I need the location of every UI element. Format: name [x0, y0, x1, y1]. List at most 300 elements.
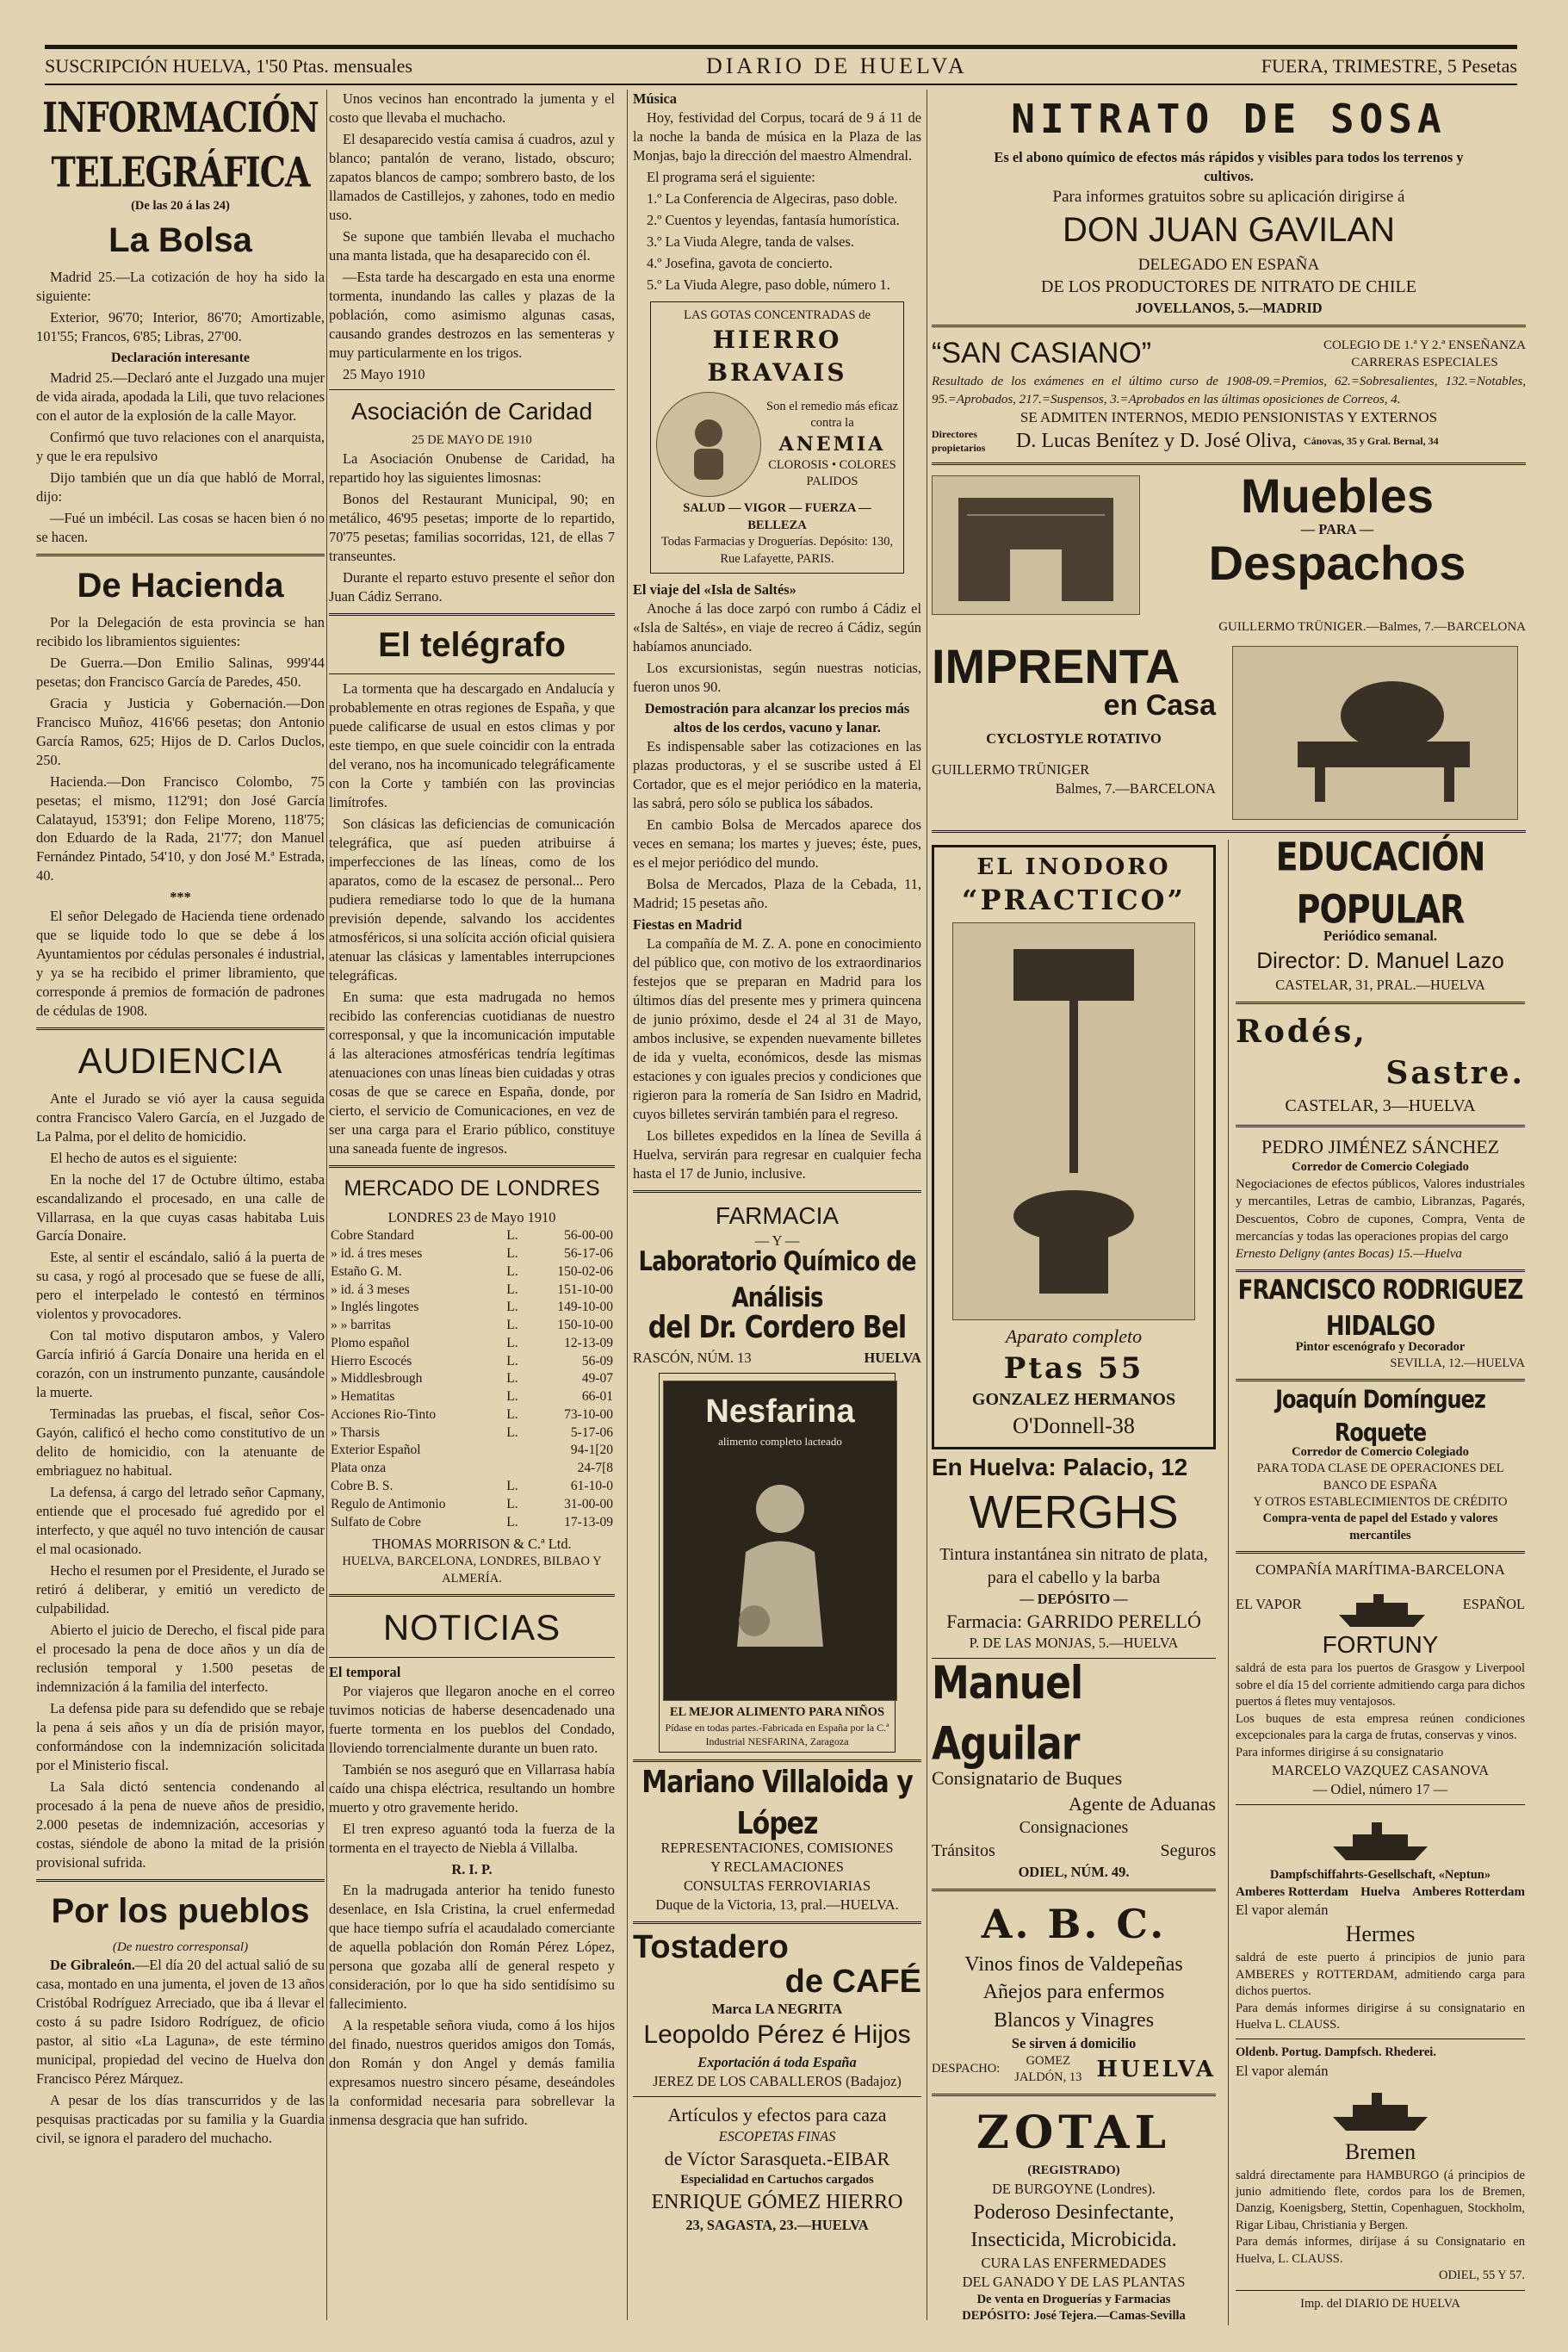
- market-row: [329, 1370, 615, 1388]
- ad-text: El vapor alemán: [1236, 1902, 1329, 1919]
- article-paragraph: Con tal motivo disputaron ambos, y Valero García infirió á García Donaire una herida en el corazón, con un instrumento punzante, causándole la muerte.: [36, 1327, 325, 1401]
- market-cell-cur: L.: [506, 1353, 518, 1368]
- market-cell-name: Sulfato de Cobre: [331, 1514, 422, 1530]
- ad-text: El vapor alemán: [1236, 2062, 1329, 2079]
- ad-text: COLEGIO DE 1.ª Y 2.ª ENSEÑANZA: [1323, 338, 1526, 352]
- market-row: [329, 1442, 615, 1460]
- ad-text: Directores propietarios: [932, 428, 986, 455]
- ad-text: REPRESENTACIONES, COMISIONES: [660, 1839, 894, 1856]
- ad-text: ODIEL, NÚM. 49.: [1018, 1863, 1130, 1880]
- article-paragraph: Los billetes expedidos en la línea de Sevilla á Huelva, servirán para regresar en cualquier fecha hasta el 17 de Junio, inclusive.: [633, 1126, 921, 1182]
- ad-text: DESPACHO:: [932, 2062, 1001, 2076]
- divider: [1236, 1002, 1525, 1004]
- market-cell-cur: [505, 1442, 527, 1460]
- ad-text: CURA LAS ENFERMEDADES: [981, 2254, 1167, 2271]
- ad-text: EL VAPOR: [1236, 1595, 1302, 1612]
- market-cell-cur: L.: [506, 1406, 518, 1422]
- ad-text: Es el abono químico de efectos más rápidos y visibles para todos los terrenos y cultivos.: [994, 148, 1464, 184]
- article-title-hacienda: De Hacienda: [77, 567, 284, 605]
- market-cell-cur: L.: [506, 1228, 518, 1244]
- divider: [329, 1657, 615, 1658]
- ad-title: FARMACIA: [715, 1201, 840, 1229]
- article-title-telegrafo: El telégrafo: [378, 625, 566, 664]
- ad-title: IMPRENTA: [932, 638, 1181, 693]
- ad-text: SALUD — VIGOR — FUERZA — BELLEZA: [683, 501, 871, 532]
- program-item: 1.º La Conferencia de Algeciras, paso doble.: [647, 189, 898, 207]
- ad-text: CYCLOSTYLE ROTATIVO: [986, 730, 1162, 748]
- ad-text: Resultado de los exámenes en el último curso de 1908-09.=Premios, 62.=Sobresalientes, 132.=Notables, 95.=Aprobados, 217.=Suspensos, 3.=Aprobados en las últimas oposiciones de Correos, 4.: [932, 375, 1526, 406]
- market-cell-val: 61-10-0: [570, 1478, 613, 1493]
- ad-title: FRANCISCO RODRIGUEZ HIDALGO: [1237, 1275, 1523, 1343]
- ad-figure: [694, 1449, 866, 1681]
- column-4-ads: [932, 90, 1526, 2329]
- article-date: 25 Mayo 1910: [343, 365, 425, 382]
- ad-text: GUILLERMO TRÜNIGER: [932, 761, 1090, 779]
- ad-text: Y RECLAMACIONES: [710, 1858, 844, 1875]
- ad-text: alimento completo lacteado: [718, 1434, 842, 1448]
- ad-zotal: [932, 2103, 1216, 2325]
- ad-text: saldrá de esta para los puertos de Grasgow y Liverpool sobre el día 15 del corriente admitiendo carga para dichos puertos á fletes muy ventajosos.: [1236, 1661, 1525, 1710]
- market-cell-val: 151-10-00: [557, 1281, 613, 1297]
- ad-text: DE LOS PRODUCTORES DE NITRATO DE CHILE: [1041, 277, 1416, 297]
- article-paragraph: De Guerra.—Don Emilio Salinas, 999'44 pesetas; don Francisco García de Paredes, 450.: [36, 654, 325, 690]
- ad-tostadero: [633, 1928, 921, 2091]
- divider: [932, 2094, 1216, 2096]
- imprint: Imp. del DIARIO DE HUELVA: [1300, 2296, 1460, 2311]
- ad-title: Muebles: [1240, 468, 1435, 523]
- market-cell-val: 5-17-06: [570, 1424, 613, 1440]
- ad-text: P. DE LAS MONJAS, 5.—HUELVA: [969, 1635, 1179, 1652]
- article-paragraph: A pesar de los días transcurridos y de las pesquisas practicadas por su familia y la Guardia civil, se ignora el paradero del muchacho.: [36, 2091, 325, 2146]
- market-row: [329, 1299, 615, 1317]
- news-title-musica: Música: [633, 90, 677, 107]
- market-row: [329, 1424, 615, 1443]
- ad-text: ESPAÑOL: [1462, 1595, 1525, 1612]
- ad-text: DEPÓSITO: José Tejera.—Camas-Sevilla: [962, 2309, 1186, 2324]
- ad-title: en Casa: [1103, 688, 1216, 722]
- ad-title: Manuel Aguilar: [932, 1656, 1083, 1771]
- ad-text: Tintura instantánea sin nitrato de plata, para el cabello y la barba: [939, 1545, 1208, 1587]
- ad-name: DON JUAN GAVILAN: [1063, 211, 1395, 250]
- ad-address: ODIEL, 55 Y 57.: [1438, 2268, 1525, 2283]
- divider: [329, 389, 615, 390]
- ad-title: Oldenb. Portug. Dampfsch. Rhederei.: [1236, 2045, 1436, 2060]
- ad-text: Amberes Rotterdam: [1236, 1885, 1348, 1900]
- ad-title: EDUCACIÓN POPULAR: [1275, 834, 1485, 932]
- market-row: [329, 1388, 615, 1406]
- market-cell-val: 12-13-09: [564, 1335, 613, 1350]
- market-cell-name: » Middlesbrough: [331, 1371, 423, 1387]
- market-cell-val: 150-10-00: [557, 1318, 613, 1333]
- ad-title: EL INODORO: [976, 853, 1171, 880]
- ad-title: Rodés,: [1236, 1014, 1367, 1051]
- article-paragraph: La compañía de M. Z. A. pone en conocimiento del público que, con motivo de los extraordinarios festejos que se preparan en Madrid para los últimos días del presente mes y primera quincena de junio próximo, desde el 24 al 31 de Mayo, ambos inclusive, se expenden nuevamente billetes de ida y vuelta, económicos, desde las mismas estaciones y con iguales precios y condiciones que rigieron para la romería de San Isidro en Madrid, cuyos billetes servirán también para el regreso.: [633, 934, 921, 1122]
- ad-address: O'Donnell-38: [1013, 1413, 1135, 1439]
- divider: [633, 1190, 921, 1193]
- section-title-noticias: NOTICIAS: [382, 1607, 561, 1648]
- market-cell-val: 150-02-06: [557, 1263, 613, 1279]
- column-rule: [326, 90, 327, 2320]
- program-item: 3.º La Viuda Alegre, tanda de valses.: [647, 233, 854, 250]
- market-cell-val: 24-7[8: [577, 1461, 613, 1476]
- ad-title: “PRACTICO”: [962, 884, 1186, 917]
- ad-text: DE BURGOYNE (Londres).: [992, 2180, 1156, 2197]
- ad-text: PARA TODA CLASE DE OPERACIONES DEL BANCO DE ESPAÑA: [1256, 1461, 1504, 1492]
- news-title-temporal: El temporal: [329, 1664, 401, 1681]
- market-row: [329, 1478, 615, 1496]
- ad-title: Despachos: [1208, 535, 1466, 590]
- divider: [1236, 1551, 1525, 1554]
- market-cell-cur: L.: [506, 1514, 518, 1530]
- ad-text: CARRERAS ESPECIALES: [1351, 355, 1498, 369]
- article-paragraph: Hoy, festividad del Corpus, tocará de 9 á 11 de la noche la banda de música en la Plaza de las Monjas, bajo la dirección del maestro Almendral.: [633, 109, 921, 164]
- divider: [932, 1889, 1216, 1891]
- article-paragraph: En suma: que esta madrugada no hemos recibido las conferencias cuotidianas de nuestro corresponsal, y que la incomunicación imputable á las alteraciones atmosféricas tendría legítimas atenuaciones con unas líneas bien cuidadas y otras cosas de que se carece en España, donde, por cierto, el servicio de Comunicaciones, en vez de ser una carga para el Erario público, constituye una saneada fuente de ingresos.: [329, 988, 615, 1157]
- separator-stars: ***: [170, 889, 191, 906]
- article-paragraph: Dijo también que un día que habló de Morral, dijo:: [36, 469, 325, 506]
- article-title-declaracion: Declaración interesante: [111, 350, 250, 365]
- ad-text: Para informes gratuitos sobre su aplicación dirigirse á: [1052, 187, 1405, 206]
- ad-maritima: [1236, 1561, 1525, 1799]
- news-title-fiestas: Fiestas en Madrid: [633, 915, 742, 933]
- market-cell-val: 149-10-00: [557, 1300, 613, 1315]
- news-title-isla: El viaje del «Isla de Saltés»: [633, 580, 796, 598]
- market-cell-val: 66-01: [581, 1389, 613, 1405]
- article-paragraph: Unos vecinos han encontrado la jumenta y el costo que llevaba el muchacho.: [329, 90, 615, 126]
- ad-text: Blancos y Vinagres: [993, 2008, 1155, 2032]
- ad-text: Especialidad en Cartuchos cargados: [680, 2172, 874, 2187]
- article-paragraph: A la respetable señora viuda, como á los hijos del finado, nuestros queridos amigos don Tomás, don Román y don Angel y demás familia expresamos nuestro sincero pésame, deseándoles la conformidad necesaria para sobrellevar la inmensa desgracia que han sufrido.: [329, 2017, 615, 2129]
- ad-text: saldrá directamente para HAMBURGO (á principios de junio admitiendo flete, cordos para los de Bremen, Danzig, Koenigsberg, Stettin, Copenhaguen, Stockholm, Rigar Libau, Christiania y Bergen.: [1236, 2168, 1525, 2232]
- news-title-demostracion: Demostración para alcanzar los precios más altos de los cerdos, vacuno y lanar.: [644, 699, 910, 735]
- article-title-audiencia: AUDIENCIA: [77, 1040, 283, 1082]
- ad-text: de Víctor Sarasqueta.-EIBAR: [664, 2148, 890, 2170]
- ad-text: GOMEZ JALDÓN, 13: [1014, 2053, 1082, 2085]
- ad-price: Ptas 55: [1003, 1350, 1144, 1386]
- market-row: [329, 1335, 615, 1353]
- article-paragraph: Es indispensable saber las cotizaciones en las plazas productoras, y el se suscribe usted á El Cortador, que es el mejor periódico en la materia, las sabrá, pero sólo se publica los sábados.: [633, 737, 921, 811]
- divider: [1236, 1379, 1525, 1381]
- article-paragraph: Hecho el resumen por el Presidente, el Jurado se retiró á deliberar, y emitió un veredicto de culpabilidad.: [36, 1562, 325, 1617]
- market-cell-name: » » barritas: [331, 1318, 391, 1333]
- ad-text: Negociaciones de efectos públicos, Valores industriales y mercantiles, Letras de cambio, Libranzas, Pagarés, Descuentos, Cobro de cupones, Compra, Venta de mercancías y todas las operaciones propias del cargo: [1236, 1177, 1525, 1244]
- ad-title: Joaquín Domínguez Roquete: [1275, 1385, 1485, 1448]
- ad-address: GUILLERMO TRÜNIGER.—Balmes, 7.—BARCELONA: [1218, 619, 1526, 634]
- ad-text: Leopoldo Pérez é Hijos: [643, 2020, 911, 2050]
- market-cell-cur: L.: [506, 1424, 518, 1440]
- ad-text: Aparato completo: [1005, 1325, 1143, 1348]
- ad-text: DEL GANADO Y DE LAS PLANTAS: [962, 2273, 1186, 2290]
- market-cell-val: 56-17-06: [564, 1246, 613, 1262]
- article-paragraph: En cambio Bolsa de Mercados aparece dos veces en semana; los martes y jueves; éste, pues, es el mejor periódico del mundo.: [633, 816, 921, 871]
- program-item: 4.º Josefina, gavota de concierto.: [647, 254, 833, 271]
- ad-brand: HIERRO BRAVAIS: [707, 326, 847, 387]
- market-cell-name: Regulo de Antimonio: [331, 1496, 446, 1511]
- ad-text: Artículos y efectos para caza: [667, 2103, 887, 2125]
- divider: [1236, 1125, 1525, 1127]
- section-title-telegrafica: INFORMACIÓN TELEGRÁFICA: [42, 92, 319, 196]
- ad-werghs: [932, 1481, 1216, 1653]
- ad-title: NITRATO DE SOSA: [1011, 96, 1447, 142]
- market-table: [329, 1227, 615, 1531]
- article-paragraph: El desaparecido vestía camisa á cuadros, azul y blanco; pantalón de verano, listado, obscuro; zapatos blancos de campo; sombrero basto, de los llamados de Castillejos, y zahones, todo en medio uso.: [329, 130, 615, 223]
- article-paragraph: El tren expreso aguantó toda la fuerza de la tormenta en el trayecto de Niebla á Villalba.: [329, 1821, 615, 1857]
- market-row: [329, 1317, 615, 1335]
- divider: [1236, 1269, 1525, 1272]
- ad-text: Balmes, 7.—BARCELONA: [1055, 780, 1216, 797]
- divider: [329, 1594, 615, 1597]
- ad-text: Cánovas, 35 y Gral. Bernal, 34: [1303, 435, 1439, 448]
- ad-title: ZOTAL: [976, 2106, 1171, 2159]
- ad-rodriguez: [1236, 1275, 1525, 1373]
- masthead-title: DIARIO DE HUELVA: [705, 53, 968, 78]
- ad-title: del Dr. Cordero Bel: [648, 1309, 907, 1346]
- ad-address: RASCÓN, NÚM. 13: [633, 1349, 752, 1366]
- ad-dominguez: [1236, 1385, 1525, 1544]
- divider: [329, 1165, 615, 1168]
- ad-illustration: [656, 392, 761, 497]
- market-cell-name: Plomo español: [331, 1335, 410, 1350]
- ship-icon: [1335, 1580, 1429, 1629]
- article-paragraph: Por viajeros que llegaron anoche en el correo tuvimos noticias de haberse desencadenado una fuerte tormenta en los pueblos del Condado, lloviendo torrencialmente durante un buen rato.: [329, 1683, 615, 1757]
- market-cell-cur: [505, 1460, 527, 1478]
- ad-text: Pintor escenógrafo y Decorador: [1295, 1339, 1466, 1354]
- market-row: [329, 1245, 615, 1263]
- ad-nesfarina: [659, 1373, 896, 1753]
- market-cell-val: 94-1[20: [570, 1443, 613, 1458]
- ad-title: A. B. C.: [981, 1900, 1167, 1947]
- article-paragraph: Confirmó que tuvo relaciones con el anarquista, y que le era repulsivo: [36, 429, 325, 465]
- article-paragraph: —Esta tarde ha descargado en esta una enorme tormenta, inundando las calles y plazas de la población, como asimismo algunas casas, causando grandes destrozos en las sementeras y muy particularmente en los trigos.: [329, 268, 615, 361]
- article-paragraph: Se supone que también llevaba el muchacho una manta listada, que ha desaparecido con él.: [329, 227, 615, 264]
- market-cell-name: Estaño G. M.: [331, 1263, 402, 1279]
- divider: [1236, 2290, 1525, 2291]
- ad-inodoro: [932, 845, 1216, 1449]
- ad-address: SEVILLA, 12.—HUELVA: [1390, 1356, 1525, 1370]
- ad-text: Compra-venta de papel del Estado y valores mercantiles: [1262, 1511, 1498, 1542]
- ad-title: PEDRO JIMÉNEZ SÁNCHEZ: [1261, 1135, 1500, 1157]
- market-cell-cur: L.: [506, 1496, 518, 1511]
- ship-icon-wrap: [1236, 1810, 1525, 1867]
- ad-oldenb: [1236, 2045, 1525, 2284]
- ad-text: ENRIQUE GÓMEZ HIERRO: [651, 2190, 903, 2213]
- market-cell-cur: L.: [506, 1300, 518, 1315]
- market-cell-name: » Inglés lingotes: [331, 1300, 419, 1315]
- ad-text: Son el remedio más eficaz contra la: [766, 399, 898, 431]
- ad-text: Farmacia: GARRIDO PERELLÓ: [946, 1610, 1201, 1632]
- ad-illustration-toilet: [952, 922, 1195, 1320]
- ad-text: Periódico semanal.: [1323, 928, 1437, 945]
- ad-text: D. Lucas Benítez y D. José Oliva,: [1016, 430, 1297, 453]
- article-paragraph: Abierto el juicio de Derecho, el fiscal pide para el procesado la pena de doce años y un día de reclusión temporal y 1.500 pesetas de indemnización á la familia del interfecto.: [36, 1622, 325, 1696]
- ad-text: saldrá de este puerto á principios de junio para AMBERES y ROTTERDAM, admitiendo carga para dichos puertos.: [1236, 1951, 1525, 1999]
- article-paragraph: El hecho de autos es el siguiente:: [50, 1149, 238, 1166]
- ad-text: CONSULTAS FERROVIARIAS: [683, 1877, 871, 1894]
- divider: [633, 1921, 921, 1924]
- ad-ship-name: Hermes: [1345, 1921, 1416, 1947]
- ad-title: COMPAÑÍA MARÍTIMA-BARCELONA: [1255, 1561, 1505, 1579]
- market-row: [329, 1514, 615, 1532]
- program-item: 5.º La Viuda Alegre, paso doble, número 1.: [647, 276, 890, 293]
- ad-title: Sastre.: [1385, 1055, 1525, 1092]
- market-cell-name: » Tharsis: [331, 1424, 380, 1440]
- ad-text: Huelva: [1360, 1885, 1400, 1900]
- ad-text: Añejos para enfermos: [982, 1981, 1165, 2004]
- ad-title: WERGHS: [969, 1486, 1179, 1538]
- divider: [932, 462, 1526, 465]
- ad-hierro-bravais: [650, 301, 904, 574]
- article-paragraph: En la madrugada anterior ha tenido funesto desenlace, en Isla Cristina, la cruel enfermedad que hace tiempo sufría el acaudalado comerciante de aquella población don Román Pérez López, persona que gozaba allí de general respeto y consideración, por lo que ha sido sentidísimo su fallecimiento.: [329, 1882, 615, 2013]
- market-cell-cur: L.: [506, 1318, 518, 1333]
- article-title-bolsa: La Bolsa: [108, 221, 252, 260]
- ad-text: CASTELAR, 31, PRAL.—HUELVA: [1275, 977, 1485, 994]
- market-row: [329, 1460, 615, 1478]
- article-paragraph: Bolsa de Mercados, Plaza de la Cebada, 11, Madrid; 15 pesetas año.: [633, 875, 921, 911]
- market-cell-val: 56-00-00: [564, 1228, 613, 1244]
- market-row: [329, 1227, 615, 1245]
- article-date: 25 DE MAYO DE 1910: [412, 433, 532, 448]
- ad-brand: Nesfarina: [705, 1393, 855, 1430]
- ad-imprenta: [932, 638, 1526, 823]
- market-cities: HUELVA, BARCELONA, LONDRES, BILBAO Y ALMERÍA.: [342, 1555, 602, 1586]
- ad-text: Tránsitos: [932, 1840, 995, 1860]
- market-cell-cur: L.: [506, 1246, 518, 1262]
- ad-text: Vinos finos de Valdepeñas: [964, 1953, 1183, 1977]
- ad-text: Corredor de Comercio Colegiado: [1292, 1159, 1469, 1174]
- ad-text: — Y —: [754, 1232, 800, 1250]
- ad-palacio: En Huelva: Palacio, 12: [932, 1453, 1188, 1480]
- market-title: MERCADO DE LONDRES: [344, 1176, 600, 1201]
- ad-sarasqueta: [633, 2102, 921, 2235]
- ad-text: Director: D. Manuel Lazo: [1256, 947, 1504, 974]
- column-1: [36, 90, 325, 2329]
- article-paragraph: Madrid 25.—La cotización de hoy ha sido la siguiente:: [36, 268, 325, 304]
- ad-text: SE ADMITEN INTERNOS, MEDIO PENSIONISTAS Y EXTERNOS: [1020, 408, 1438, 425]
- ad-text: Los buques de esta empresa reúnen condiciones excepcionales para la carga de frutas, conservas y vinos.: [1236, 1711, 1525, 1743]
- ad-neptun: [1236, 1810, 1525, 2033]
- market-cell-cur: L.: [506, 1389, 518, 1405]
- article-paragraph: El señor Delegado de Hacienda tiene ordenado que se liquide todo lo que se debe á los Ayuntamientos por cédulas personales é industrial, y ya se ha recibido el primer libramiento, que corresponde á premios de formación de padrones de cédulas de 1908.: [36, 908, 325, 1020]
- ad-text: GONZALEZ HERMANOS: [971, 1390, 1176, 1410]
- ad-text: Poderoso Desinfectante,: [973, 2200, 1174, 2224]
- ad-abc: [932, 1898, 1216, 2087]
- market-row: [329, 1496, 615, 1514]
- column-2: [329, 90, 615, 2329]
- ad-text: 23, SAGASTA, 23.—HUELVA: [685, 2217, 869, 2234]
- article-paragraph: Bonos del Restaurant Municipal, 90; en metálico, 46'95 pesetas; importe de lo repartido, 70'75 pesetas; familias socorridas, 121, de ellas 7 transeuntes.: [329, 490, 615, 564]
- article-paragraph: Los excursionistas, según nuestras noticias, fueron unos 90.: [633, 659, 921, 695]
- market-cell-cur: L.: [506, 1478, 518, 1493]
- article-paragraph: La defensa pide para su defendido que se rebaje la pena á seis años y un día de prisión mayor, conformándose con la indemnización solicitada por el Ministerio fiscal.: [36, 1700, 325, 1774]
- ship-icon: [1329, 2081, 1432, 2132]
- market-row: [329, 1406, 615, 1424]
- ad-jimenez: [1236, 1134, 1525, 1263]
- article-paragraph: Son clásicas las deficiencias de comunicación telegráfica, que así pueden atribuirse á imperfecciones de las líneas, como de los aparatos, como de la escasez de personal... Pero pudiera remediarse todo lo que de la humana previsión depende, salvando los accidentes atmosféricos, si una solícita acción oficial quisiera atenuar las clásicas y lamentables interrupciones telegráficas.: [329, 816, 615, 984]
- program-item: 2.º Cuentos y leyendas, fantasía humorística.: [647, 211, 900, 228]
- article-byline: (De nuestro corresponsal): [112, 1939, 249, 1954]
- ad-text: Seguros: [1160, 1840, 1216, 1860]
- market-cell-cur: L.: [506, 1335, 518, 1350]
- ad-text: LAS GOTAS CONCENTRADAS de: [684, 307, 871, 322]
- ad-text: Consignaciones: [1019, 1818, 1129, 1837]
- market-cell-name: » Hematitas: [331, 1389, 395, 1405]
- article-paragraph: Hacienda.—Don Francisco Colombo, 75 pesetas; el mismo, 112'91; don José García Calatayud, 153'91; don Felipe Moreno, 118'75; don Eduardo de la Rada, 21'77; don Manuel Fernández Pintado, 54'10, y don José M.ª Estrada, 40.: [36, 773, 325, 884]
- article-paragraph: En la noche del 17 de Octubre último, estaba escandalizando el procesado, en una calle de Villarrasa, en la que cuyas casas habitaba Luis García Donaire.: [36, 1170, 325, 1244]
- ad-title: Tostadero: [633, 1928, 789, 1965]
- ad-text: JOVELLANOS, 5.—MADRID: [1135, 299, 1323, 316]
- ship-icon: [1329, 1810, 1432, 1862]
- ad-text: Consignatario de Buques: [932, 1767, 1123, 1790]
- divider: [1236, 1804, 1525, 1805]
- article-title-pueblos: Por los pueblos: [51, 1891, 310, 1930]
- ad-villalonga: [633, 1764, 921, 1914]
- masthead: [45, 45, 1517, 85]
- ad-san-casiano: [932, 334, 1526, 456]
- ad-nitrato: [932, 93, 1526, 318]
- ad-illustration-press: [1232, 646, 1518, 820]
- market-date: LONDRES 23 de Mayo 1910: [387, 1209, 556, 1226]
- ad-title: de CAFÉ: [784, 1963, 921, 2000]
- ad-text: Marca LA NEGRITA: [711, 2000, 843, 2017]
- ad-address: — Odiel, número 17 —: [1312, 1781, 1448, 1797]
- ad-text: Corredor de Comercio Colegiado: [1292, 1444, 1469, 1459]
- article-paragraph: También se nos aseguró que en Villarrasa había caído una chispa eléctrica, resultando un hombre muerto y otro gravemente herido.: [329, 1761, 615, 1816]
- market-cell-val: 56-09: [581, 1353, 613, 1368]
- ad-text: ESCOPETAS FINAS: [718, 2128, 836, 2145]
- ad-text: Para informes dirigirse á su consignatario: [1236, 1745, 1444, 1759]
- article-paragraph: Terminadas las pruebas, el fiscal, señor Cos-Gayón, calificó el hecho como constitutivo de un delito de homicidio, con la atenuante de embriaguez no habitual.: [36, 1406, 325, 1480]
- article-paragraph: Por la Delegación de esta provincia se han recibido los libramientos siguientes:: [36, 613, 325, 649]
- market-row: [329, 1281, 615, 1300]
- article-paragraph: La Asociación Onubense de Caridad, ha repartido hoy las siguientes limosnas:: [329, 450, 615, 486]
- ad-title: Dampfschiffahrts-Gesellschaft, «Neptun»: [1269, 1867, 1491, 1882]
- ad-title: “SAN CASIANO”: [932, 336, 1152, 369]
- market-cell-name: Cobre B. S.: [331, 1478, 394, 1493]
- news-title-rip: R. I. P.: [451, 1861, 493, 1878]
- ad-text: EL MEJOR ALIMENTO PARA NIÑOS: [669, 1704, 885, 1719]
- ad-text: JEREZ DE LOS CABALLEROS (Badajoz): [653, 2072, 902, 2089]
- divider: [932, 325, 1526, 327]
- ad-text: Agente de Aduanas: [1068, 1792, 1216, 1815]
- article-paragraph: Exterior, 96'70; Interior, 86'70; Amortizable, 101'55; Francos, 6'85; Libras, 27'00.: [36, 308, 325, 344]
- article-paragraph: Anoche á las doce zarpó con rumbo á Cádiz el «Isla de Saltés», en viaje de recreo á Cádiz, según habíamos anunciado.: [633, 599, 921, 655]
- divider: [329, 673, 615, 674]
- ad-address: CASTELAR, 3—HUELVA: [1285, 1095, 1476, 1115]
- article-paragraph: [36, 1956, 325, 2088]
- market-cell-val: 49-07: [581, 1371, 613, 1387]
- ad-text: Se sirven á domicilio: [1011, 2034, 1137, 2051]
- ad-text: Duque de la Victoria, 13, pral.—HUELVA.: [655, 1896, 899, 1913]
- column-rule: [627, 90, 628, 2320]
- ad-text: Pídase en todas partes.-Fabricada en España por la C.ª Industrial NESFARINA, Zaragoza: [665, 1722, 889, 1748]
- ad-text: MARCELO VAZQUEZ CASANOVA: [1271, 1762, 1490, 1779]
- market-cell-val: 73-10-00: [564, 1406, 613, 1422]
- divider: [36, 1027, 325, 1030]
- article-paragraph: Madrid 25.—Declaró ante el Juzgado una mujer de vida airada, apodada la Lili, que tuvo relaciones con el autor de la explosión de la calle Mayor.: [36, 369, 325, 425]
- divider: [329, 613, 615, 616]
- ad-ship-name: FORTUNY: [1322, 1630, 1439, 1658]
- ad-illustration: [663, 1381, 897, 1701]
- divider: [36, 1879, 325, 1882]
- market-cell-cur: L.: [506, 1263, 518, 1279]
- ad-educacion: [1236, 834, 1525, 996]
- ad-city: HUELVA: [864, 1349, 921, 1366]
- market-cell-val: 31-00-00: [564, 1496, 613, 1511]
- ad-text: — PARA —: [1300, 520, 1374, 537]
- article-paragraph: Este, al sentir el escándalo, salió á la puerta de su casa, y rogó al procesado que se fuese de allí, pero el interpelado le contestó en términos violentos y provocadores.: [36, 1249, 325, 1323]
- ad-illustration-desk: [932, 475, 1140, 615]
- article-paragraph: —Fué un imbécil. Las cosas se hacen bien ó no se hacen.: [36, 510, 325, 546]
